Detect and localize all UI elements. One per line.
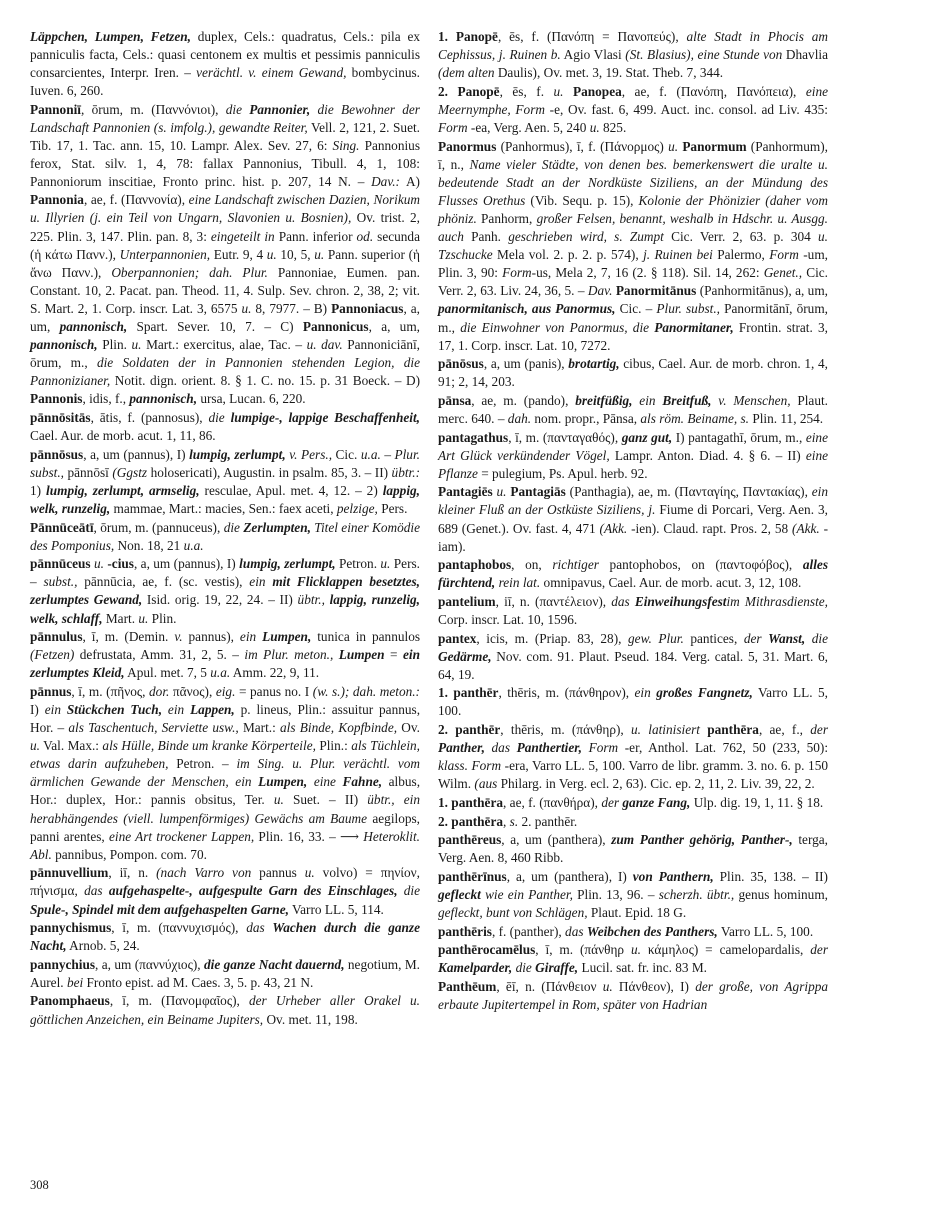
dictionary-entry: pānnuvellium, iī, n. (nach Varro von pannus u. volvo) = πηνίον, πήνισμα, das aufgehaspelte-, aufgespulte Garn des Einschlages, die Spule-, Spindel mit dem aufgehaspelten Garne, Varro LL. 5, 114. <box>30 865 421 917</box>
dictionary-entry: panthērocamēlus, ī, m. (πάνθηρ u. κάμηλος) = camelopardalis, der Kamelparder, die Giraffe, Lucil. sat. fr. inc. 83 M. <box>438 942 829 976</box>
page-number: 308 <box>30 1178 49 1192</box>
dictionary-entry: pantaphobos, on, richtiger pantophobos, on (παντοφόβος), alles fürchtend, rein lat. omnipavus, Cael. Aur. de morb. acut. 3, 12, 108. <box>438 557 828 591</box>
dictionary-entry: Pantagiēs u. Pantagiās (Panthagia), ae, m. (Πανταγίης, Παντακίας), ein kleiner Fluß an der Ostküste Siziliens, j. Fiume di Porcari, Verg. Aen. 3, 689 (Genet.). Ov. fast. 4, 471 (Akk. -ien). Claud. rapt. Pros. 2, 58 (Akk. - iam). <box>438 484 829 554</box>
dictionary-entry: pantagathus, ī, m. (πανταγαθός), ganz gut, I) pantagathī, ōrum, m., eine Art Glück verkündender Vögel, Lampr. Anton. Diad. 4. § 6. – II) eine Pflanze = pulegium, Ps. Apul. herb. 92. <box>438 429 829 481</box>
dictionary-entry: 1. panthēr, thēris, m. (πάνθηρον), ein großes Fangnetz, Varro LL. 5, 100. <box>438 685 828 719</box>
dictionary-entry: Panormus (Panhormus), ī, f. (Πάνορμος) u. Panormum (Panhormum), ī, n., Name vieler Städte, von denen bes. bemerkenswert die uralte u. bedeutende Stadt an der Nordküste Siziliens, an der Mündung des Flusses Orethus (Vib. Sequ. p. 15), Kolonie der Phönizier (daher vom phöniz. Panhorm, großer Felsen, benannt, weshalb in Hdschr. u. Ausgg. auch Panh. geschrieben wird, s. Zumpt Cic. Verr. 2, 63. p. 304 u. Tzschucke Mela vol. 2. p. 2. p. 574), j. Ruinen bei Palermo, Form -um, Plin. 3, 90: Form-us, Mela 2, 7, 16 (2. § 118). Sil. 14, 262: Genet., Cic. Verr. 2, 63. Liv. 24, 36, 5. – Dav. Panormitānus (Panhormitānus), a, um, panormitanisch, aus Panormus, Cic. – Plur. subst., Panormitānī, ōrum, m., die Einwohner von Panormus, die Panormitaner, Frontin. strat. 3, 17, 1. Corp. inscr. Lat. 10, 7272. <box>438 138 828 353</box>
dictionary-entry: panthēreus, a, um (panthera), zum Panther gehörig, Panther-, terga, Verg. Aen. 8, 460 Ribb. <box>438 832 829 866</box>
dictionary-entry: 1. panthēra, ae, f. (πανθήρα), der ganze Fang, Ulp. dig. 19, 1, 11. § 18. <box>438 794 824 810</box>
right-column <box>438 28 828 1015</box>
dictionary-entry: Pannoniī, ōrum, m. (Παννόνιοι), die Pannonier, die Bewohner der Landschaft Pannonien (s. imfolg.), gewandte Reiter, Vell. 2, 121, 2. Suet. Tib. 17, 1. Tac. ann. 15, 10. Lampr. Alex. Sev. 27, 6: Sing. Pannonius ferox, Stat. silv. 1, 4, 78: fallax Pannonius, Tibull. 4, 1, 108: Pannoniorum inscitiae, Fronto princ. hist. p. 207, 14 N. – Dav.: A) Pannonia, ae, f. (Παννονία), eine Landschaft zwischen Dazien, Norikum u. Illyrien (j. ein Teil von Ungarn, Slavonien u. Bosnien), Ov. trist. 2, 225. Plin. 3, 147. Plin. pan. 8, 3: eingeteilt in Pann. inferior od. secunda (ἡ κάτω Πανν.), Unterpannonien, Eutr. 9, 4 u. 10, 5, u. Pann. superior (ἡ ἄνω Πανν.), Oberpannonien; dah. Plur. Pannoniae, Eumen. pan. Constant. 10, 2. Pacat. pan. Theod. 11, 4. Sulp. Sev. chron. 2, 38, 2; vit. S. Mart. 2, 1. Corp. inscr. Lat. 3, 6575 u. 8, 7977. – B) Pannoniacus, a, um, pannonisch, Spart. Sever. 10, 7. – C) Pannonicus, a, um, pannonisch, Plin. u. Mart.: exercitus, alae, Tac. – u. dav. Pannoniciānī, ōrum, m., die Soldaten der in Pannonien stehenden Legion, die Pannonizianer, Notit. dign. orient. 8. § 1. C. no. 15. p. 31 Boeck. – D) Pannonis, idis, f., pannonisch, ursa, Lucan. 6, 220. <box>30 101 421 407</box>
dictionary-entry: pantelium, iī, n. (παντέλειον), das Einweihungsfestim Mithrasdienste, Corp. inscr. Lat. 10, 1596. <box>438 593 828 627</box>
dictionary-entry: pānnulus, ī, m. (Demin. v. pannus), ein Lumpen, tunica in pannulos (Fetzen) defrustata, Amm. 31, 2, 5. – im Plur. meton., Lumpen = ein zerlumptes Kleid, Apul. met. 7, 5 u.a. Amm. 22, 9, 11. <box>30 629 421 681</box>
dictionary-entry: Pānnūceātī, ōrum, m. (pannuceus), die Zerlumpten, Titel einer Komödie des Pomponius, Non. 18, 21 u.a. <box>30 519 421 553</box>
dictionary-entry: pantex, icis, m. (Priap. 83, 28), gew. Plur. pantices, der Wanst, die Gedärme, Nov. com. 91. Plaut. Pseud. 184. Verg. catal. 5, 31. Mart. 6, 64, 19. <box>438 630 829 682</box>
dictionary-entry: panthēris, f. (panther), das Weibchen des Panthers, Varro LL. 5, 100. <box>438 923 814 939</box>
left-column <box>30 28 420 1029</box>
dictionary-entry: pannychismus, ī, m. (παννυχισμός), das Wachen durch die ganze Nacht, Arnob. 5, 24. <box>30 920 420 954</box>
dictionary-entry: pānnus, ī, m. (πῆνος, dor. πᾶνος), eig. = panus no. I (w. s.); dah. meton.: I) ein Stückchen Tuch, ein Lappen, p. lineus, Plin.: assuitur pannus, Hor. – als Taschentuch, Serviette usw., Mart.: als Binde, Kopfbinde, Ov. u. Val. Max.: als Hülle, Binde um kranke Körperteile, Plin.: als Tüchlein, etwas darin aufzuheben, Petron. – im Sing. u. Plur. verächtl. vom ärmlichen Gewande der Menschen, ein Lumpen, eine Fahne, albus, Hor.: duplex, Hor.: pannis obsitus, Ter. u. Suet. – II) übtr., ein herabhängendes (viell. lumpenförmiges) Gewächs am Baume aegilops, panni arentes, eine Art trockener Lappen, Plin. 16, 33. – ⟶ Heteroklit. Abl. pannibus, Pompon. com. 70. <box>30 683 421 862</box>
dictionary-entry: Panthēum, ēī, n. (Πάνθειον u. Πάνθεον), I) der große, von Agrippa erbaute Jupitertempel in Rom, später von Hadrian <box>438 978 829 1012</box>
dictionary-entry: Panomphaeus, ī, m. (Πανομφαῖος), der Urheber aller Orakel u. göttlichen Anzeichen, ein Beiname Jupiters, Ov. met. 11, 198. <box>30 993 421 1027</box>
dictionary-entry: 1. Panopē, ēs, f. (Πανόπη = Πανοπεύς), alte Stadt in Phocis am Cephissus, j. Ruinen b. Agio Vlasi (St. Blasius), eine Stunde von Dhavlia (dem alten Daulis), Ov. met. 3, 19. Stat. Theb. 7, 344. <box>438 29 829 81</box>
dictionary-entry: pānsa, ae, m. (pando), breitfüßig, ein Breitfuß, v. Menschen, Plaut. merc. 640. – dah. nom. propr., Pānsa, als röm. Beiname, s. Plin. 11, 254. <box>438 392 828 426</box>
dictionary-entry: 2. panthēr, thēris, m. (πάνθηρ), u. latinisiert panthēra, ae, f., der Panther, das Panthertier, Form -er, Anthol. Lat. 762, 50 (233, 50): klass. Form -era, Varro LL. 5, 100. Varro de libr. gramm. 3. no. 6. p. 150 Wilm. (aus Philarg. in Verg. ecl. 2, 63). Cic. ep. 2, 11, 2. Liv. 39, 22, 2. <box>438 722 829 792</box>
dictionary-entry: pānnūceus u. -cius, a, um (pannus), I) lumpig, zerlumpt, Petron. u. Pers. – subst., pānnūcia, ae, f. (sc. vestis), ein mit Flicklappen besetztes, zerlumptes Gewand, Isid. orig. 19, 22, 24. – II) übtr., lappig, runzelig, welk, schlaff, Mart. u. Plin. <box>30 556 420 626</box>
dictionary-entry: panthērīnus, a, um (panthera), I) von Panthern, Plin. 35, 138. – II) gefleckt wie ein Panther, Plin. 13, 96. – scherzh. übtr., genus hominum, gefleckt, bunt von Schlägen, Plaut. Epid. 18 G. <box>438 868 828 920</box>
dictionary-entry: 2. panthēra, s. 2. panthēr. <box>438 813 578 829</box>
dictionary-entry: pannychius, a, um (παννύχιος), die ganze Nacht dauernd, negotium, M. Aurel. bei Fronto epist. ad M. Caes. 3, 5. p. 43, 21 N. <box>30 956 420 990</box>
dictionary-entry: pānnōsus, a, um (pannus), I) lumpig, zerlumpt, v. Pers., Cic. u.a. – Plur. subst., pānnōsī (Ggstz holosericati), Augustin. in psalm. 85, 3. – II) übtr.: 1) lumpig, zerlumpt, armselig, resculae, Apul. met. 4, 12. – 2) lappig, welk, runzelig, mammae, Mart.: macies, Sen.: faex aceti, pelzige, Pers. <box>30 446 420 516</box>
dictionary-entry: pānnōsitās, ātis, f. (pannosus), die lumpige-, lappige Beschaffenheit, Cael. Aur. de morb. acut. 1, 11, 86. <box>30 409 420 444</box>
dictionary-entry: pānōsus, a, um (panis), brotartig, cibus, Cael. Aur. de morb. chron. 1, 4, 91; 2, 14, 203. <box>438 356 828 390</box>
dictionary-entry: Läppchen, Lumpen, Fetzen, duplex, Cels.: quadratus, Cels.: pila ex panniculis facta, Cels.: quasi centonem ex multis et pessimis panniculis consarcientes, Interpr. Iren. – verächtl. v. einem Gewand, bombycinus. Iuven. 6, 260. <box>30 29 421 99</box>
dictionary-entry: 2. Panopē, ēs, f. u. Panopea, ae, f. (Πανόπη, Πανόπεια), eine Meernymphe, Form -e, Ov. fast. 6, 499. Auct. inc. consol. ad Liv. 435: Form -ea, Verg. Aen. 5, 240 u. 825. <box>438 83 828 135</box>
